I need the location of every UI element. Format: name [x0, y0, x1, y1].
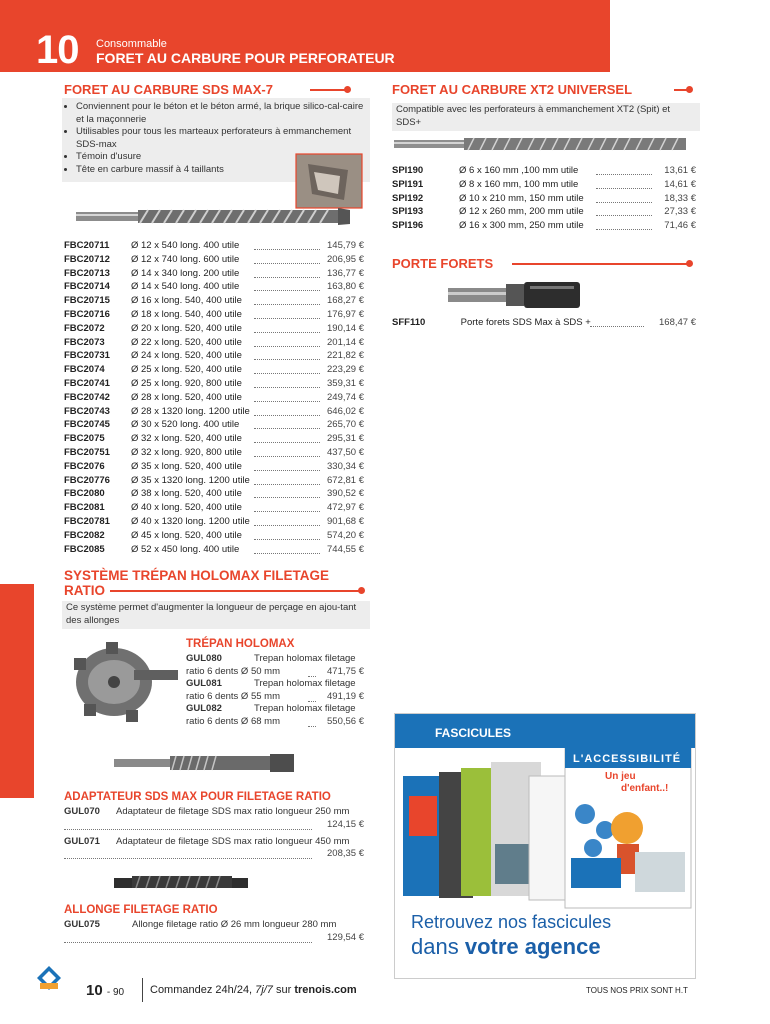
- product-desc: Trepan holomax filetage: [254, 678, 356, 689]
- table-row: [392, 164, 696, 178]
- product-price: 176,97 €: [327, 308, 364, 320]
- footer-order-text: [150, 984, 357, 996]
- table-row: [64, 529, 364, 543]
- leader-dots: [308, 726, 316, 727]
- product-row-porte: [392, 316, 696, 330]
- product-code: FBC20781: [64, 515, 110, 527]
- table-row: [64, 501, 364, 515]
- hole-saw-image: [62, 630, 182, 724]
- product-desc: Ø 22 x long. 520, 400 utile: [131, 336, 242, 348]
- section-dot: [358, 587, 365, 594]
- product-price: 190,14 €: [327, 322, 364, 334]
- product-desc: Ø 24 x long. 520, 400 utile: [131, 350, 242, 362]
- section-rule: [512, 263, 688, 265]
- table-row: [392, 192, 696, 206]
- product-price: 14,61 €: [664, 178, 696, 190]
- table-row: [392, 219, 696, 233]
- allonge-price-row: [64, 932, 364, 945]
- chapter-number: 10: [36, 28, 79, 72]
- product-price: 201,14 €: [327, 336, 364, 348]
- leader-dots: [308, 676, 316, 677]
- product-price: 18,33 €: [664, 192, 696, 204]
- trepan-intro-box: [62, 601, 370, 629]
- adaptateur-item-line2: [64, 819, 364, 832]
- product-desc: Ø 16 x long. 540, 400 utile: [131, 295, 242, 307]
- leader-dots: [254, 456, 320, 457]
- section-title-sds-max7: FORET AU CARBURE SDS MAX-7: [64, 82, 273, 97]
- table-row: [392, 205, 696, 219]
- product-code: FBC20741: [64, 377, 110, 389]
- product-desc: Ø 30 x 520 long. 400 utile: [131, 419, 240, 431]
- product-price: 672,81 €: [327, 474, 364, 486]
- product-code: FBC20711: [64, 240, 110, 251]
- product-code: FBC20716: [64, 308, 110, 320]
- adaptateur-item-line2: [64, 848, 364, 861]
- product-code: FBC20751: [64, 446, 110, 458]
- leader-dots: [254, 249, 320, 250]
- trepan-item: [186, 653, 364, 678]
- product-code: FBC20713: [64, 267, 110, 279]
- product-price: 901,68 €: [327, 515, 364, 527]
- product-price: 206,95 €: [327, 253, 364, 265]
- leader-dots: [254, 318, 320, 319]
- product-price: 221,82 €: [327, 350, 364, 362]
- ad-tagline-2b: votre agence: [464, 934, 601, 959]
- product-price: 330,34 €: [327, 460, 364, 472]
- product-desc: Ø 8 x 160 mm, 100 mm utile: [459, 178, 579, 190]
- footer-cmd-a: Commandez 24h/24,: [150, 984, 256, 996]
- product-desc: Ø 28 x 1320 long. 1200 utile: [131, 405, 250, 417]
- product-table-sds-max7: [64, 239, 364, 556]
- leader-dots: [254, 277, 320, 278]
- product-desc: Ø 16 x 300 mm, 250 mm utile: [459, 220, 584, 232]
- leader-dots: [254, 346, 320, 347]
- xt2-drill-image: [394, 134, 694, 154]
- product-desc: Ø 14 x 340 long. 200 utile: [131, 267, 240, 279]
- product-code: FBC20743: [64, 405, 110, 417]
- footer-page: [86, 982, 124, 999]
- product-code: SPI191: [392, 178, 424, 190]
- product-code: FBC2072: [64, 322, 105, 334]
- leader-dots: [308, 701, 316, 702]
- table-row: [64, 294, 364, 308]
- section-title-trepan-2: RATIO: [64, 583, 105, 598]
- trepan-item: [186, 678, 364, 703]
- product-desc: Trepan holomax filetage: [254, 703, 356, 714]
- fascicules-ad: [394, 713, 696, 979]
- section-rule: [110, 590, 362, 592]
- product-code: FBC2080: [64, 488, 105, 500]
- product-desc-2: ratio 6 dents Ø 50 mm: [186, 665, 280, 677]
- side-accent-bar: [0, 584, 34, 798]
- leader-dots: [254, 470, 320, 471]
- feature-item: • Tête en carbure massif à 4 taillants: [76, 164, 366, 177]
- ad-label: FASCICULES: [435, 726, 512, 740]
- leader-dots: [254, 428, 320, 429]
- product-desc: Ø 12 x 540 long. 400 utile: [131, 240, 240, 251]
- product-code: FBC2085: [64, 543, 105, 555]
- footer-page-number: - 90: [106, 987, 125, 998]
- brochure-sub2: d'enfant..!: [621, 783, 669, 794]
- leader-dots: [596, 174, 652, 175]
- product-code: FBC20712: [64, 253, 110, 265]
- product-desc: Trepan holomax filetage: [254, 653, 356, 664]
- product-price: 145,79 €: [327, 240, 364, 251]
- product-code: FBC2075: [64, 433, 105, 445]
- product-desc: Ø 40 x long. 520, 400 utile: [131, 502, 242, 514]
- table-row: [64, 474, 364, 488]
- footer-website-link[interactable]: trenois.com: [294, 984, 357, 996]
- leader-dots: [596, 229, 652, 230]
- brand-logo: [36, 965, 62, 991]
- section-title-xt2: FORET AU CARBURE XT2 UNIVERSEL: [392, 82, 633, 97]
- table-row: [64, 377, 364, 391]
- section-title-porte: PORTE FORETS: [392, 256, 494, 271]
- product-code: GUL071: [64, 835, 100, 847]
- leader-dots: [254, 525, 320, 526]
- product-desc: Allonge filetage ratio Ø 26 mm longueur 280 mm: [132, 919, 337, 930]
- table-row: [64, 460, 364, 474]
- section-rule: [310, 89, 346, 91]
- product-code: GUL081: [186, 678, 222, 689]
- trepan-item-line2: [186, 716, 364, 729]
- section-title-allonge: ALLONGE FILETAGE RATIO: [64, 904, 218, 916]
- product-price: 136,77 €: [327, 267, 364, 279]
- leader-dots: [596, 188, 652, 189]
- product-desc: Ø 38 x long. 520, 400 utile: [131, 488, 242, 500]
- product-price: 168,47 €: [659, 317, 696, 328]
- feature-item: • Utilisables pour tous les marteaux perforateurs à emmanchement SDS-max: [76, 126, 366, 151]
- table-row: [64, 515, 364, 529]
- xt2-intro-box: [392, 103, 700, 131]
- product-price: 163,80 €: [327, 281, 364, 293]
- footer-prices-note: TOUS NOS PRIX SONT H.T: [586, 986, 688, 995]
- product-desc: Ø 20 x long. 520, 400 utile: [131, 322, 242, 334]
- product-price: 472,97 €: [327, 502, 364, 514]
- adapter-image: [112, 748, 298, 778]
- table-row: [64, 418, 364, 432]
- table-row: [64, 446, 364, 460]
- product-code: FBC2081: [64, 502, 105, 514]
- product-code: SPI190: [392, 165, 424, 176]
- product-code: FBC2076: [64, 460, 105, 472]
- product-desc-2: ratio 6 dents Ø 55 mm: [186, 690, 280, 702]
- product-code: SPI196: [392, 220, 424, 232]
- trepan-intro: Ce système permet d'augmenter la longueur de perçage en ajou-tant des allonges: [66, 602, 357, 626]
- product-price: 744,55 €: [327, 543, 364, 555]
- trepan-item: [186, 703, 364, 728]
- leader-dots: [254, 332, 320, 333]
- table-row: [64, 363, 364, 377]
- product-code: GUL070: [64, 806, 100, 817]
- product-code: FBC2074: [64, 364, 105, 376]
- footer-cmd-b: 7j/7: [255, 984, 273, 996]
- table-row: [392, 178, 696, 192]
- product-desc: Ø 52 x 450 long. 400 utile: [131, 543, 240, 555]
- product-desc: Ø 12 x 260 mm, 200 mm utile: [459, 206, 584, 218]
- table-row: [64, 349, 364, 363]
- product-price: 168,27 €: [327, 295, 364, 307]
- leader-dots: [254, 387, 320, 388]
- product-code: FBC2073: [64, 336, 105, 348]
- table-row: [64, 267, 364, 281]
- product-desc: Ø 28 x long. 520, 400 utile: [131, 391, 242, 403]
- leader-dots: [254, 497, 320, 498]
- ad-tagline-2a: dans: [411, 934, 465, 959]
- allonge-row: [64, 919, 364, 932]
- product-desc: Ø 18 x long. 540, 400 utile: [131, 308, 242, 320]
- product-desc: Ø 10 x 210 mm, 150 mm utile: [459, 192, 584, 204]
- product-desc: Ø 32 x long. 520, 400 utile: [131, 433, 242, 445]
- leader-dots: [254, 290, 320, 291]
- product-desc: Adaptateur de filetage SDS max ratio longueur 450 mm: [116, 835, 350, 847]
- section-title-adaptateur: ADAPTATEUR SDS MAX POUR FILETAGE RATIO: [64, 791, 331, 803]
- product-desc: Ø 25 x long. 920, 800 utile: [131, 377, 242, 389]
- section-dot: [686, 86, 693, 93]
- leader-dots: [64, 829, 312, 830]
- product-desc: Ø 14 x 540 long. 400 utile: [131, 281, 240, 293]
- adaptateur-list: [64, 806, 364, 865]
- header-category: Consommable: [96, 38, 167, 50]
- section-dot: [344, 86, 351, 93]
- table-row: [64, 336, 364, 350]
- table-row: [64, 280, 364, 294]
- product-price: 390,52 €: [327, 488, 364, 500]
- product-desc: Ø 35 x 1320 long. 1200 utile: [131, 474, 250, 486]
- page-title: FORET AU CARBURE POUR PERFORATEUR: [96, 50, 395, 66]
- ad-tagline-1: Retrouvez nos fascicules: [411, 912, 612, 932]
- product-code: GUL082: [186, 703, 222, 714]
- product-table-xt2: [392, 164, 696, 233]
- section-dot: [686, 260, 693, 267]
- leader-dots: [590, 326, 644, 327]
- table-row: [64, 405, 364, 419]
- feature-item: • Témoin d'usure: [76, 151, 366, 164]
- ad-tagline-2: [411, 934, 601, 960]
- product-price: 124,15 €: [327, 818, 364, 830]
- product-desc: Ø 35 x long. 520, 400 utile: [131, 460, 242, 472]
- trepan-item-line1: [186, 703, 364, 716]
- product-price: 574,20 €: [327, 529, 364, 541]
- adaptateur-item-line1: [64, 806, 364, 819]
- product-price: 437,50 €: [327, 446, 364, 458]
- feature-item: • Conviennent pour le béton et le béton armé, la brique silico-cal-caire et la maçonnerie: [76, 101, 366, 126]
- leader-dots: [254, 304, 320, 305]
- product-price: 550,56 €: [327, 715, 364, 727]
- trepan-item-line2: [186, 666, 364, 679]
- brochure-title: L'ACCESSIBILITÉ: [573, 753, 682, 765]
- product-price: 13,61 €: [664, 165, 696, 176]
- leader-dots: [64, 942, 312, 943]
- leader-dots: [254, 553, 320, 554]
- drill-bit-image: [68, 150, 368, 230]
- product-code: GUL080: [186, 653, 222, 664]
- xt2-intro: Compatible avec les perforateurs à emmanchement XT2 (Spit) et SDS+: [396, 104, 671, 128]
- adaptateur-item: [64, 806, 364, 832]
- brochures-image: [395, 748, 695, 912]
- product-code: GUL075: [64, 919, 100, 930]
- product-desc-2: ratio 6 dents Ø 68 mm: [186, 715, 280, 727]
- trepan-list: [186, 653, 364, 728]
- product-code: SFF110: [392, 317, 426, 328]
- table-row: [64, 322, 364, 336]
- product-desc: Ø 25 x long. 520, 400 utile: [131, 364, 242, 376]
- product-desc: Ø 6 x 160 mm ,100 mm utile: [459, 165, 579, 176]
- adaptateur-item-line1: [64, 836, 364, 849]
- brochure-sub1: Un jeu: [605, 771, 636, 782]
- allonge-image: [114, 872, 250, 892]
- product-code: FBC20715: [64, 295, 110, 307]
- section-title-trepan: SYSTÈME TRÉPAN HOLOMAX FILETAGE: [64, 568, 330, 583]
- product-price: 223,29 €: [327, 364, 364, 376]
- product-code: FBC20776: [64, 474, 110, 486]
- trepan-item-line1: [186, 653, 364, 666]
- product-price: 295,31 €: [327, 433, 364, 445]
- product-code: FBC20731: [64, 350, 110, 362]
- product-price: 359,31 €: [327, 377, 364, 389]
- product-price: 27,33 €: [664, 206, 696, 218]
- leader-dots: [254, 484, 320, 485]
- product-code: FBC2082: [64, 529, 105, 541]
- leader-dots: [254, 442, 320, 443]
- footer-chapter: 10: [86, 982, 103, 999]
- leader-dots: [596, 215, 652, 216]
- adaptateur-item: [64, 836, 364, 862]
- product-price: 71,46 €: [664, 220, 696, 232]
- leader-dots: [596, 202, 652, 203]
- product-desc: Ø 40 x 1320 long. 1200 utile: [131, 515, 250, 527]
- leader-dots: [254, 415, 320, 416]
- leader-dots: [254, 539, 320, 540]
- product-desc: Ø 32 x long. 920, 800 utile: [131, 446, 242, 458]
- product-code: SPI192: [392, 192, 424, 204]
- product-code: FBC20714: [64, 281, 110, 293]
- product-price: 208,35 €: [327, 848, 364, 859]
- product-price: 471,75 €: [327, 665, 364, 677]
- table-row: [64, 308, 364, 322]
- product-price: 646,02 €: [327, 405, 364, 417]
- table-row: [64, 432, 364, 446]
- leader-dots: [254, 373, 320, 374]
- footer-cmd-c: sur: [272, 984, 295, 996]
- product-desc: Porte forets SDS Max à SDS +: [460, 317, 591, 328]
- product-code: SPI193: [392, 206, 424, 218]
- footer-separator: [142, 978, 143, 1002]
- leader-dots: [64, 858, 312, 859]
- product-price: 249,74 €: [327, 391, 364, 403]
- product-code: FBC20745: [64, 419, 110, 431]
- trepan-item-line1: [186, 678, 364, 691]
- leader-dots: [254, 263, 320, 264]
- product-price: 265,70 €: [327, 419, 364, 431]
- product-desc: Adaptateur de filetage SDS max ratio longueur 250 mm: [116, 806, 350, 817]
- table-row: [64, 487, 364, 501]
- porte-foret-image: [446, 280, 586, 310]
- leader-dots: [254, 511, 320, 512]
- product-code: FBC20742: [64, 391, 110, 403]
- product-desc: Ø 45 x long. 520, 400 utile: [131, 529, 242, 541]
- table-row: [64, 543, 364, 557]
- table-row: [64, 391, 364, 405]
- trepan-item-line2: [186, 691, 364, 704]
- table-row: [64, 253, 364, 267]
- table-row: [64, 239, 364, 253]
- leader-dots: [254, 401, 320, 402]
- product-price: 491,19 €: [327, 690, 364, 702]
- product-price: 129,54 €: [327, 932, 364, 943]
- leader-dots: [254, 359, 320, 360]
- product-desc: Ø 12 x 740 long. 600 utile: [131, 253, 240, 265]
- sub-title-trepan: TRÉPAN HOLOMAX: [186, 638, 295, 650]
